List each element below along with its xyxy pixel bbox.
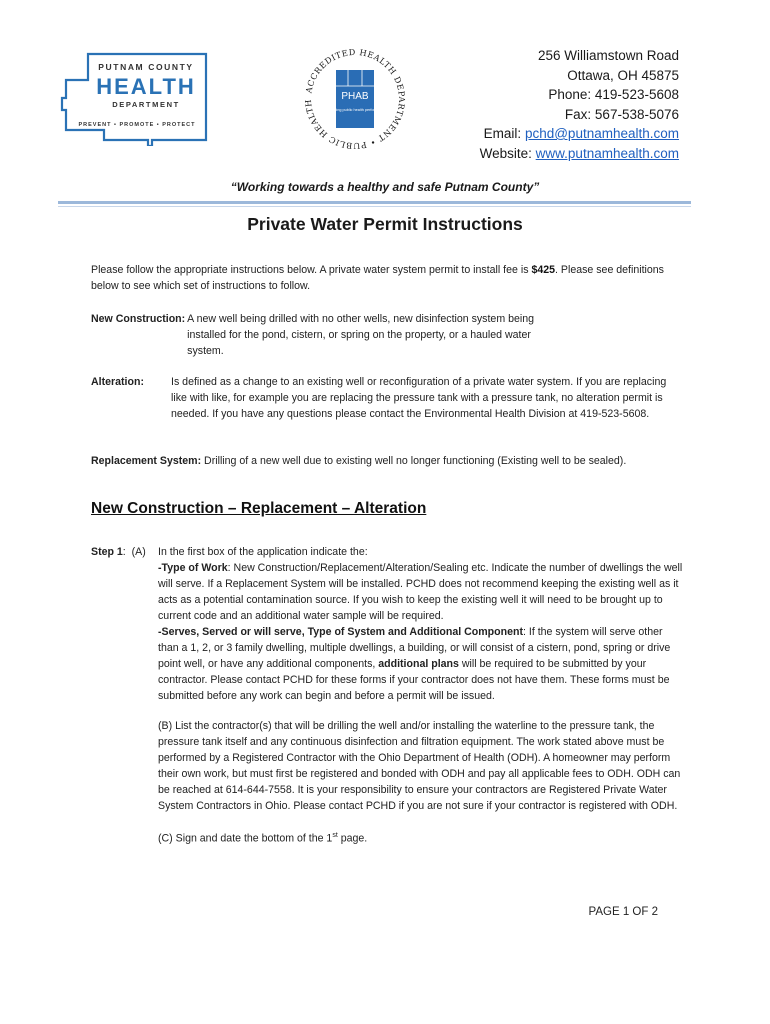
definition-replacement bbox=[91, 453, 681, 469]
contact-block bbox=[480, 46, 679, 163]
step-1-a-intro: In the first box of the application indicate the: bbox=[158, 546, 368, 558]
website-label: Website: bbox=[479, 145, 532, 161]
replacement-definition: Drilling of a new well due to existing well no longer functioning (Existing well to be sealed). bbox=[201, 455, 627, 467]
new-construction-definition: A new well being drilled with no other wells, new disinfection system being installed for the pond, cistern, or spring on the property, or a hauled water system. bbox=[187, 313, 535, 357]
email-link[interactable]: pchd@putnamhealth.com bbox=[524, 126, 679, 141]
step-1-c-sup: st bbox=[332, 832, 338, 839]
replacement-term: Replacement System: bbox=[91, 455, 202, 467]
svg-text:Advancing public health perfor: Advancing public health performance bbox=[323, 108, 387, 112]
pchd-health-text: HEALTH bbox=[96, 74, 196, 99]
type-of-work-text: : New Construction/Replacement/Alteration/Sealing etc. Indicate the number of dwellings the well will serve. If a Replacement System will be installed. PCHD does not recommend keeping the existing well as it acts as a potential contamination source. If you wish to keep the existing well it will need to be brought up to current code and an additional water sample will be required. bbox=[158, 562, 683, 622]
serves-item bbox=[158, 624, 686, 704]
step-1-b: (B) List the contractor(s) that will be drilling the well and/or installing the waterline to the pressure tank, the pressure tank itself and any continuous disinfection and filtration equipment. The work stated above must be performed by a Registered Contractor with the Ohio Department of Health (ODH). A homeowner may perform their own work, but must first be registered and bonded with ODH and pay all applicable fees to ODH. ODH can be reached at 614-644-7558. It is your responsibility to ensure your contractors are Registered Private Water System Contractors in Ohio. Please contact PCHD if you are not sure if your contractor is registered with ODH. bbox=[158, 720, 681, 812]
motto: “Working towards a healthy and safe Putnam County” bbox=[230, 180, 540, 194]
intro-text-1: Please follow the appropriate instructions below. A private water system permit to install fee is bbox=[91, 264, 532, 276]
new-construction-term: New Construction: bbox=[91, 313, 186, 325]
serves-text-2: will be required to be submitted by your contractor. Please contact PCHD for these forms if your contractor does not have them. These forms must be submitted before any work can begin and before a permit will be issued. bbox=[158, 658, 670, 702]
alteration-term: Alteration: bbox=[91, 376, 144, 388]
website-line bbox=[480, 144, 679, 164]
definition-alteration bbox=[91, 374, 681, 422]
header-divider-thin bbox=[58, 206, 691, 207]
phab-seal bbox=[300, 44, 410, 154]
alteration-definition: Is defined as a change to an existing well or reconfiguration of a private water system. If you are replacing like with like, for example you are replacing the pressure tank with a pressure tank, no alteration permit is needed. If you have any questions please contact the Environmental Health Division at 419-523-5608. bbox=[171, 376, 667, 420]
step-1-a-marker: (A) bbox=[131, 546, 146, 558]
step-1-content bbox=[158, 544, 686, 847]
pchd-county-text: PUTNAM COUNTY bbox=[98, 62, 194, 72]
permit-fee: $425 bbox=[531, 264, 556, 276]
email-line bbox=[480, 124, 679, 144]
document-title: Private Water Permit Instructions bbox=[247, 214, 523, 234]
svg-text:PHAB: PHAB bbox=[341, 91, 369, 102]
phone-line: Phone: 419-523-5608 bbox=[548, 87, 679, 102]
intro-paragraph bbox=[91, 262, 681, 294]
fax-line: Fax: 567-538-5076 bbox=[564, 106, 679, 122]
step-1-label bbox=[91, 544, 146, 560]
header-divider bbox=[58, 201, 691, 204]
step-1-c-text-1: (C) Sign and date the bottom of the 1 bbox=[158, 832, 333, 845]
step-1-title: Step 1 bbox=[91, 546, 123, 558]
address-line-1: 256 Williamstown Road bbox=[537, 48, 679, 63]
serves-term: -Serves, Served or will serve, Type of System and Additional Component bbox=[158, 626, 523, 638]
pchd-department-text: DEPARTMENT bbox=[112, 100, 180, 109]
address-line-2: Ottawa, OH 45875 bbox=[567, 67, 679, 83]
pchd-logo bbox=[60, 50, 210, 146]
step-1-c-text-2: page. bbox=[337, 832, 368, 845]
serves-text-1: : If the system will serve other than a 1, 2, or 3 family dwelling, multiple dwellings, a building, or will consist of a cistern, pond, spring or drive point well, or have any additional components, bbox=[158, 626, 671, 670]
type-of-work-term: -Type of Work bbox=[158, 562, 228, 574]
svg-text:ACCREDITED HEALTH DEPARTMENT •: ACCREDITED HEALTH DEPARTMENT • PUBLIC HEALTH bbox=[302, 46, 408, 152]
section-heading: New Construction – Replacement – Alteration bbox=[91, 500, 427, 517]
email-label: Email: bbox=[483, 126, 522, 141]
pchd-wordmark bbox=[88, 60, 204, 109]
definition-new-construction bbox=[91, 311, 681, 359]
pchd-tagline: PREVENT • PROMOTE • PROTECT bbox=[78, 122, 196, 128]
page-number: PAGE 1 OF 2 bbox=[588, 906, 658, 918]
phab-seal-icon bbox=[300, 44, 410, 154]
type-of-work-item bbox=[158, 560, 686, 624]
additional-plans-text: additional plans bbox=[378, 658, 459, 670]
intro-text-2: . Please see definitions below to see which set of instructions to follow. bbox=[91, 264, 664, 292]
step-1-c bbox=[158, 828, 686, 847]
website-link[interactable]: www.putnamhealth.com bbox=[535, 145, 679, 161]
step-1-colon: : bbox=[122, 546, 126, 558]
